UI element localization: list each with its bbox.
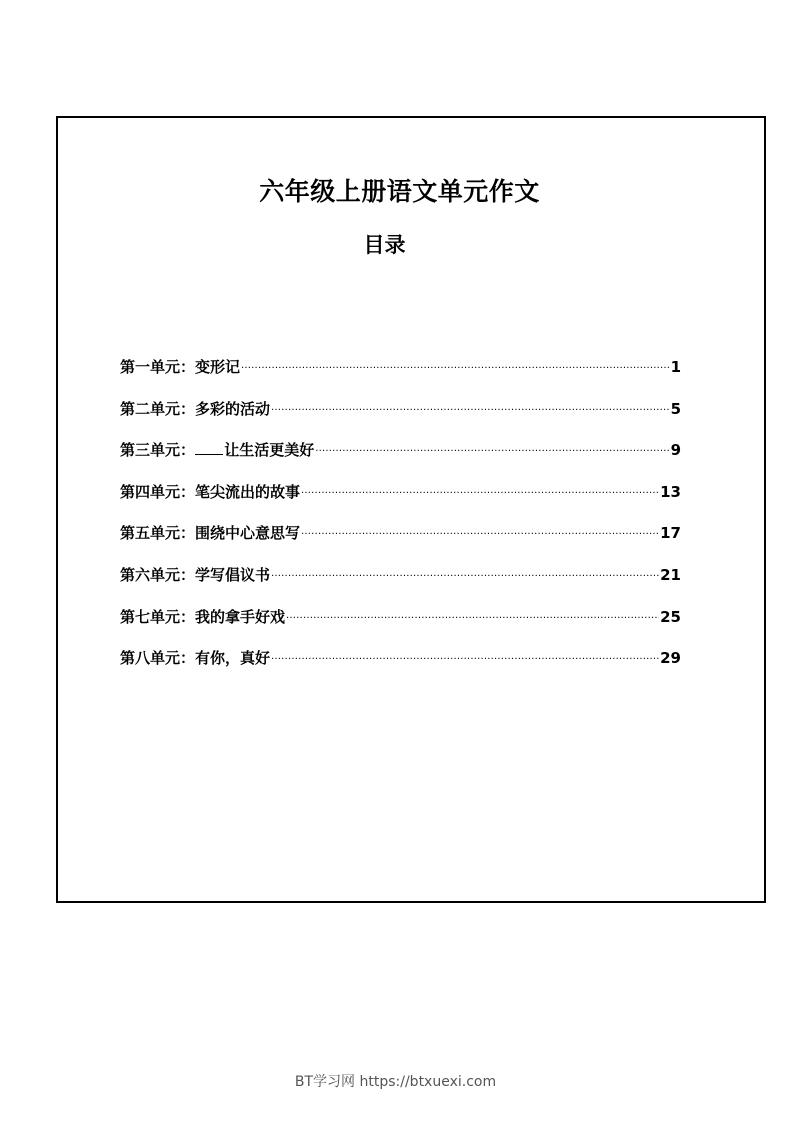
toc-entry-title: 多彩的活动: [195, 399, 271, 418]
toc-dot-leader: [241, 363, 670, 374]
footer-watermark: BT学习网 https://btxuexi.com: [294, 1074, 497, 1090]
toc-entry-unit-5[interactable]: [120, 522, 681, 564]
toc-separator: ：: [180, 441, 196, 460]
toc-entry-title: 我的拿手好戏: [195, 607, 286, 626]
toc-unit-label: 第七单元: [120, 607, 181, 626]
toc-entry-unit-2[interactable]: [120, 398, 681, 440]
toc-page-number: 17: [660, 524, 681, 543]
document-title: 六年级上册语文单元作文: [259, 177, 540, 206]
toc-unit-label: 第五单元: [120, 524, 181, 543]
table-of-contents: [120, 356, 681, 689]
toc-entry-unit-1[interactable]: [120, 356, 681, 398]
toc-unit-label: 第一单元: [120, 358, 181, 376]
toc-entry-unit-6[interactable]: [120, 564, 681, 606]
toc-separator: ：: [180, 607, 196, 626]
toc-page-number: 9: [670, 441, 681, 460]
toc-dot-leader: [271, 654, 659, 665]
toc-separator: ：: [180, 565, 196, 584]
toc-entry-unit-7[interactable]: [120, 606, 681, 648]
toc-entry-title: 围绕中心意思写: [195, 524, 301, 543]
toc-dot-leader: [271, 571, 659, 582]
toc-dot-leader: [286, 613, 659, 624]
toc-separator: ：: [180, 358, 196, 376]
fill-in-blank-line: [195, 440, 223, 455]
toc-separator: ：: [180, 524, 196, 543]
toc-page-number: 1: [670, 358, 681, 376]
toc-page-number: 5: [670, 399, 681, 418]
toc-dot-leader: [301, 529, 659, 540]
toc-dot-leader: [271, 405, 670, 416]
toc-entry-title: 笔尖流出的故事: [195, 482, 301, 501]
toc-unit-label: 第四单元: [120, 482, 181, 501]
toc-entry-unit-8[interactable]: [120, 647, 681, 689]
toc-separator: ：: [180, 399, 196, 418]
toc-entry-title: 学写倡议书: [195, 565, 271, 584]
toc-dot-leader: [301, 488, 659, 499]
toc-page-number: 29: [660, 649, 681, 668]
toc-page-number: 25: [660, 607, 681, 626]
toc-unit-label: 第二单元: [120, 399, 181, 418]
toc-entry-unit-3[interactable]: [120, 439, 681, 481]
toc-separator: ：: [180, 649, 196, 668]
toc-entry-title: 让生活更美好: [224, 441, 315, 460]
toc-unit-label: 第三单元: [120, 441, 181, 460]
toc-heading: 目录: [363, 233, 406, 257]
toc-separator: ：: [180, 482, 196, 501]
toc-page-number: 21: [660, 565, 681, 584]
toc-entry-title: 变形记: [195, 358, 241, 376]
toc-entry-title: 有你，真好: [195, 649, 271, 668]
toc-page-number: 13: [660, 482, 681, 501]
toc-unit-label: 第六单元: [120, 565, 181, 584]
toc-entry-unit-4[interactable]: [120, 481, 681, 523]
toc-dot-leader: [315, 446, 669, 457]
toc-unit-label: 第八单元: [120, 649, 181, 668]
